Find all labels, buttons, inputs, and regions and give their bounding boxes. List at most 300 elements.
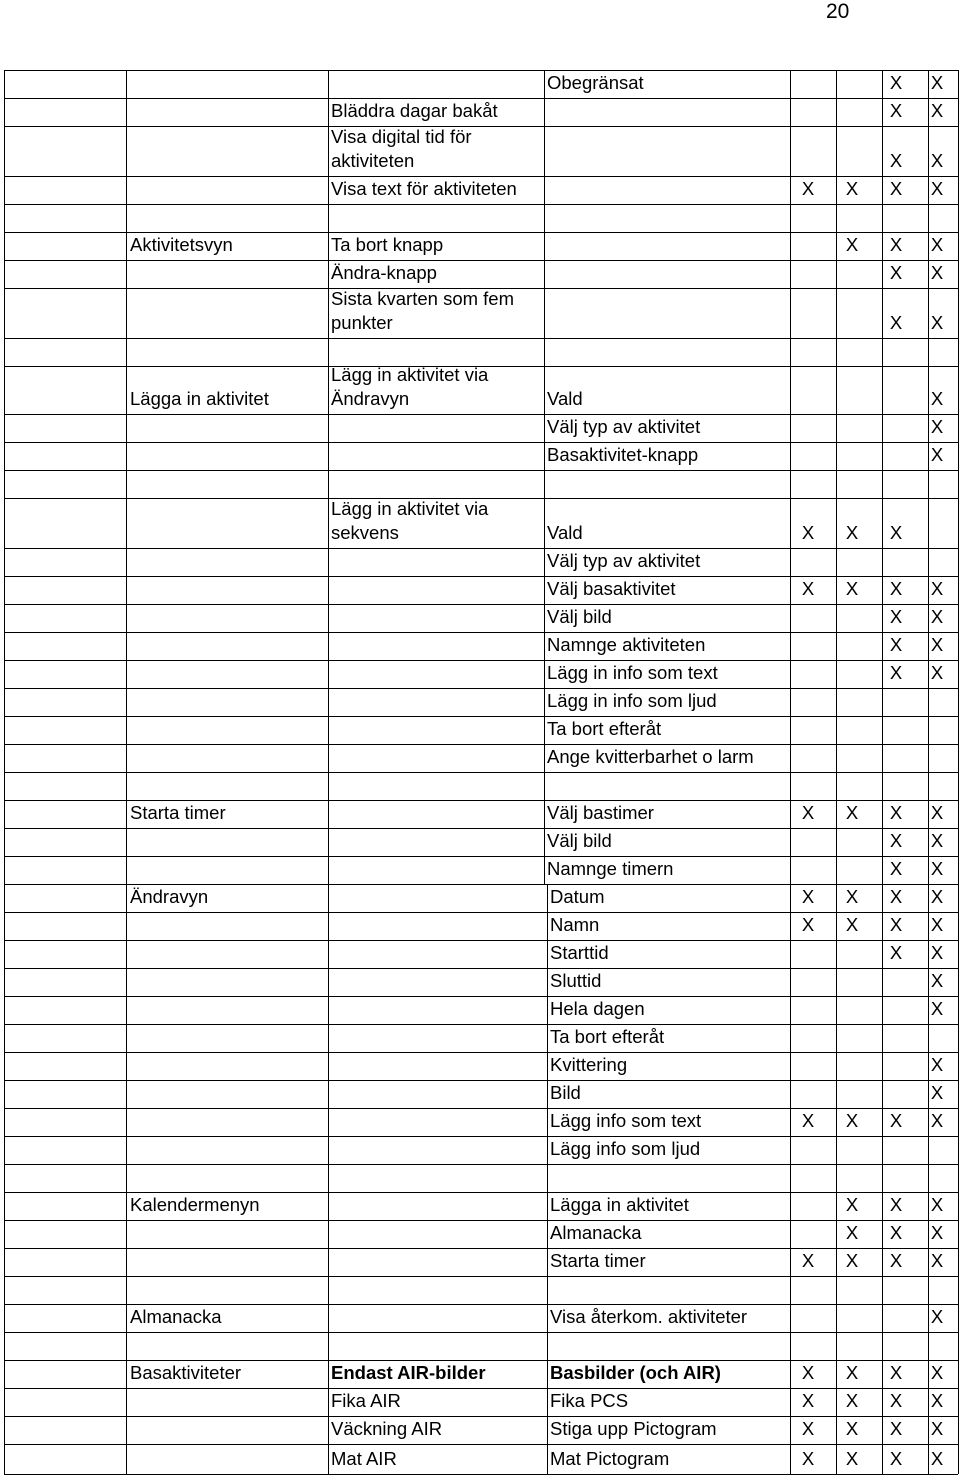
column-divider [790,1108,791,1136]
mark-x: X [889,100,903,121]
column-divider [544,548,545,576]
column-divider [790,232,791,260]
mark-x: X [889,1110,903,1131]
column-divider [958,414,959,442]
table-cell-c2: Stiga upp Pictogram [550,1418,717,1439]
column-divider [790,1024,791,1052]
table-cell-c0: Starta timer [130,802,226,823]
column-divider [882,1276,883,1304]
column-divider [4,366,5,414]
column-divider [836,1136,837,1164]
mark-x: X [889,578,903,599]
mark-x: X [889,634,903,655]
table-cell-c2: Obegränsat [547,72,644,93]
row-divider [4,940,958,941]
row-divider [4,1052,958,1053]
mark-x: X [930,1054,944,1075]
column-divider [126,1220,127,1248]
mark-x: X [845,1418,859,1439]
mark-x: X [889,606,903,627]
mark-x: X [930,1390,944,1411]
row-divider [4,828,958,829]
mark-x: X [930,606,944,627]
mark-x: X [845,1250,859,1271]
column-divider [328,1192,329,1220]
mark-x: X [845,886,859,907]
mark-x: X [801,1362,815,1383]
column-divider [836,1192,837,1220]
column-divider [958,1332,959,1360]
mark-x: X [845,234,859,255]
mark-x: X [930,858,944,879]
column-divider [4,288,5,338]
column-divider [126,772,127,800]
column-divider [790,548,791,576]
mark-x: X [889,886,903,907]
row-divider [4,1136,958,1137]
column-divider [328,470,329,498]
row-divider [4,548,958,549]
table-cell-c2: Lägg in info som text [547,662,718,683]
column-divider [882,442,883,470]
column-divider [790,126,791,176]
column-divider [958,1276,959,1304]
column-divider [328,1360,329,1388]
column-divider [544,442,545,470]
column-divider [958,1220,959,1248]
column-divider [928,548,929,576]
column-divider [547,1108,548,1136]
column-divider [958,98,959,126]
column-divider [882,632,883,660]
column-divider [547,1360,548,1388]
column-divider [836,884,837,912]
mark-x: X [889,802,903,823]
column-divider [790,632,791,660]
row-divider [4,744,958,745]
row-divider [4,716,958,717]
column-divider [4,1080,5,1108]
table-cell-c2: Starttid [550,942,609,963]
column-divider [836,1052,837,1080]
mark-x: X [801,1250,815,1271]
column-divider [790,1360,791,1388]
mark-x: X [889,1222,903,1243]
column-divider [790,828,791,856]
column-divider [4,688,5,716]
column-divider [836,288,837,338]
column-divider [547,1416,548,1444]
mark-x: X [930,1222,944,1243]
mark-x: X [845,1194,859,1215]
column-divider [790,1416,791,1444]
table-cell-c0: Ändravyn [130,886,209,907]
column-divider [882,232,883,260]
table-cell-c1: Visa digital tid för [331,126,472,147]
table-cell-c2: Almanacka [550,1222,642,1243]
column-divider [958,1024,959,1052]
column-divider [836,470,837,498]
column-divider [790,996,791,1024]
mark-x: X [845,1390,859,1411]
column-divider [328,772,329,800]
row-divider [4,604,958,605]
column-divider [4,126,5,176]
column-divider [882,1332,883,1360]
mark-x: X [930,234,944,255]
mark-x: X [889,830,903,851]
table-cell-c2: Ta bort efteråt [547,718,662,739]
column-divider [4,1024,5,1052]
column-divider [547,1276,548,1304]
column-divider [328,1108,329,1136]
column-divider [4,548,5,576]
table-cell-c2: Välj bild [547,606,612,627]
column-divider [544,338,545,366]
column-divider [882,800,883,828]
row-divider [4,338,958,339]
mark-x: X [930,262,944,283]
table-cell-c2: Datum [550,886,605,907]
column-divider [126,70,127,98]
column-divider [790,366,791,414]
table-cell-c2: Bild [550,1082,581,1103]
column-divider [958,912,959,940]
table-cell-c2: Välj bastimer [547,802,654,823]
column-divider [328,548,329,576]
column-divider [328,744,329,772]
column-divider [4,1052,5,1080]
column-divider [958,498,959,548]
row-divider [4,1332,958,1333]
mark-x: X [801,1390,815,1411]
column-divider [544,856,545,884]
column-divider [4,716,5,744]
column-divider [547,1332,548,1360]
row-divider [4,260,958,261]
mark-x: X [889,1390,903,1411]
column-divider [958,1416,959,1444]
column-divider [836,1220,837,1248]
column-divider [126,1024,127,1052]
column-divider [4,1192,5,1220]
table-cell-c0: Basaktiviteter [130,1362,242,1383]
column-divider [547,912,548,940]
table-cell-c1: Ta bort knapp [331,234,444,255]
column-divider [4,856,5,884]
column-divider [958,1304,959,1332]
column-divider [328,1052,329,1080]
mark-x: X [930,942,944,963]
column-divider [882,260,883,288]
column-divider [547,1388,548,1416]
column-divider [544,176,545,204]
column-divider [928,688,929,716]
column-divider [4,1388,5,1416]
column-divider [958,856,959,884]
row-divider [4,1080,958,1081]
table-cell-c2: Ange kvitterbarhet o larm [547,746,754,767]
column-divider [790,604,791,632]
column-divider [547,1248,548,1276]
column-divider [4,1444,5,1474]
column-divider [836,1248,837,1276]
column-divider [4,1360,5,1388]
column-divider [328,1304,329,1332]
column-divider [4,576,5,604]
column-divider [958,716,959,744]
mark-x: X [845,578,859,599]
mark-x: X [889,1194,903,1215]
column-divider [882,744,883,772]
column-divider [4,660,5,688]
mark-x: X [845,178,859,199]
column-divider [958,1164,959,1192]
row-divider [4,1164,958,1165]
mark-x: X [930,1250,944,1271]
column-divider [790,98,791,126]
column-divider [958,1080,959,1108]
mark-x: X [930,1448,944,1469]
table-cell-c1: Lägg in aktivitet via [331,498,489,519]
column-divider [836,442,837,470]
column-divider [4,1220,5,1248]
column-divider [4,1164,5,1192]
table-cell-c1: Fika AIR [331,1390,401,1411]
mark-x: X [801,522,815,543]
column-divider [544,126,545,176]
mark-x: X [930,970,944,991]
column-divider [836,204,837,232]
column-divider [958,632,959,660]
column-divider [328,688,329,716]
mark-x: X [845,1110,859,1131]
column-divider [126,1136,127,1164]
mark-x: X [930,1194,944,1215]
column-divider [790,1052,791,1080]
column-divider [126,548,127,576]
column-divider [790,414,791,442]
mark-x: X [930,830,944,851]
column-divider [836,98,837,126]
column-divider [126,632,127,660]
column-divider [547,1444,548,1474]
column-divider [958,70,959,98]
column-divider [882,1304,883,1332]
column-divider [4,1416,5,1444]
column-divider [547,1136,548,1164]
column-divider [544,232,545,260]
table-cell-c2: Fika PCS [550,1390,629,1411]
column-divider [790,498,791,548]
column-divider [836,176,837,204]
column-divider [126,1388,127,1416]
column-divider [790,176,791,204]
column-divider [544,288,545,338]
column-divider [328,442,329,470]
column-divider [547,1052,548,1080]
column-divider [328,1388,329,1416]
column-divider [836,744,837,772]
column-divider [882,772,883,800]
column-divider [4,884,5,912]
column-divider [790,288,791,338]
column-divider [4,800,5,828]
mark-x: X [930,662,944,683]
mark-x: X [889,858,903,879]
column-divider [928,470,929,498]
mark-x: X [930,914,944,935]
mark-x: X [930,802,944,823]
column-divider [958,442,959,470]
mark-x: X [930,312,944,333]
column-divider [790,1304,791,1332]
column-divider [958,338,959,366]
column-divider [836,1388,837,1416]
column-divider [958,260,959,288]
column-divider [4,470,5,498]
column-divider [958,800,959,828]
column-divider [126,1360,127,1388]
table-cell-c1: Väckning AIR [331,1418,443,1439]
mark-x: X [889,1250,903,1271]
column-divider [328,576,329,604]
mark-x: X [889,234,903,255]
column-divider [790,688,791,716]
column-divider [328,1332,329,1360]
column-divider [836,632,837,660]
column-divider [4,632,5,660]
table-cell-c2: Kvittering [550,1054,628,1075]
column-divider [790,1276,791,1304]
column-divider [836,338,837,366]
column-divider [4,912,5,940]
column-divider [882,204,883,232]
row-divider [4,1444,958,1445]
column-divider [328,126,329,176]
column-divider [126,996,127,1024]
column-divider [547,1304,548,1332]
column-divider [790,940,791,968]
column-divider [544,800,545,828]
table-cell-c2: Namn [550,914,600,935]
table-cell-c1: Bläddra dagar bakåt [331,100,498,121]
column-divider [958,1192,959,1220]
column-divider [4,176,5,204]
column-divider [882,126,883,176]
column-divider [328,1444,329,1474]
column-divider [4,204,5,232]
column-divider [328,98,329,126]
mark-x: X [801,886,815,907]
column-divider [882,940,883,968]
row-divider [4,126,958,127]
column-divider [836,772,837,800]
table-cell-c1: sekvens [331,522,399,543]
column-divider [126,442,127,470]
column-divider [4,1108,5,1136]
column-divider [126,968,127,996]
column-divider [790,260,791,288]
column-divider [4,232,5,260]
column-divider [958,660,959,688]
table-cell-c1: Visa text för aktiviteten [331,178,517,199]
column-divider [328,632,329,660]
table-cell-c2: Mat Pictogram [550,1448,670,1469]
column-divider [958,126,959,176]
mark-x: X [889,914,903,935]
column-divider [544,632,545,660]
mark-x: X [889,72,903,93]
column-divider [882,498,883,548]
column-divider [882,576,883,604]
column-divider [836,1024,837,1052]
table-cell-c2: Välj typ av aktivitet [547,416,701,437]
column-divider [836,660,837,688]
column-divider [790,1136,791,1164]
column-divider [126,884,127,912]
column-divider [4,604,5,632]
mark-x: X [930,416,944,437]
table-cell-c0: Almanacka [130,1306,222,1327]
column-divider [882,176,883,204]
column-divider [790,470,791,498]
column-divider [126,1332,127,1360]
column-divider [126,1304,127,1332]
column-divider [882,996,883,1024]
column-divider [547,1164,548,1192]
column-divider [126,744,127,772]
column-divider [882,70,883,98]
column-divider [836,800,837,828]
column-divider [126,856,127,884]
column-divider [882,366,883,414]
column-divider [958,548,959,576]
table-cell-c0: Kalendermenyn [130,1194,260,1215]
mark-x: X [889,150,903,171]
column-divider [126,414,127,442]
column-divider [544,660,545,688]
mark-x: X [889,312,903,333]
table-cell-c2: Namnge aktiviteten [547,634,706,655]
column-divider [544,98,545,126]
column-divider [328,716,329,744]
column-divider [836,260,837,288]
row-divider [4,1276,958,1277]
column-divider [790,1332,791,1360]
column-divider [882,968,883,996]
column-divider [928,1136,929,1164]
column-divider [328,800,329,828]
column-divider [882,414,883,442]
column-divider [882,338,883,366]
mark-x: X [845,802,859,823]
column-divider [928,1332,929,1360]
column-divider [790,660,791,688]
column-divider [328,856,329,884]
column-divider [328,1248,329,1276]
column-divider [836,968,837,996]
column-divider [790,1444,791,1474]
column-divider [958,1388,959,1416]
mark-x: X [801,1418,815,1439]
column-divider [126,1248,127,1276]
mark-x: X [930,998,944,1019]
mark-x: X [801,914,815,935]
mark-x: X [889,262,903,283]
column-divider [328,1220,329,1248]
column-divider [882,1164,883,1192]
